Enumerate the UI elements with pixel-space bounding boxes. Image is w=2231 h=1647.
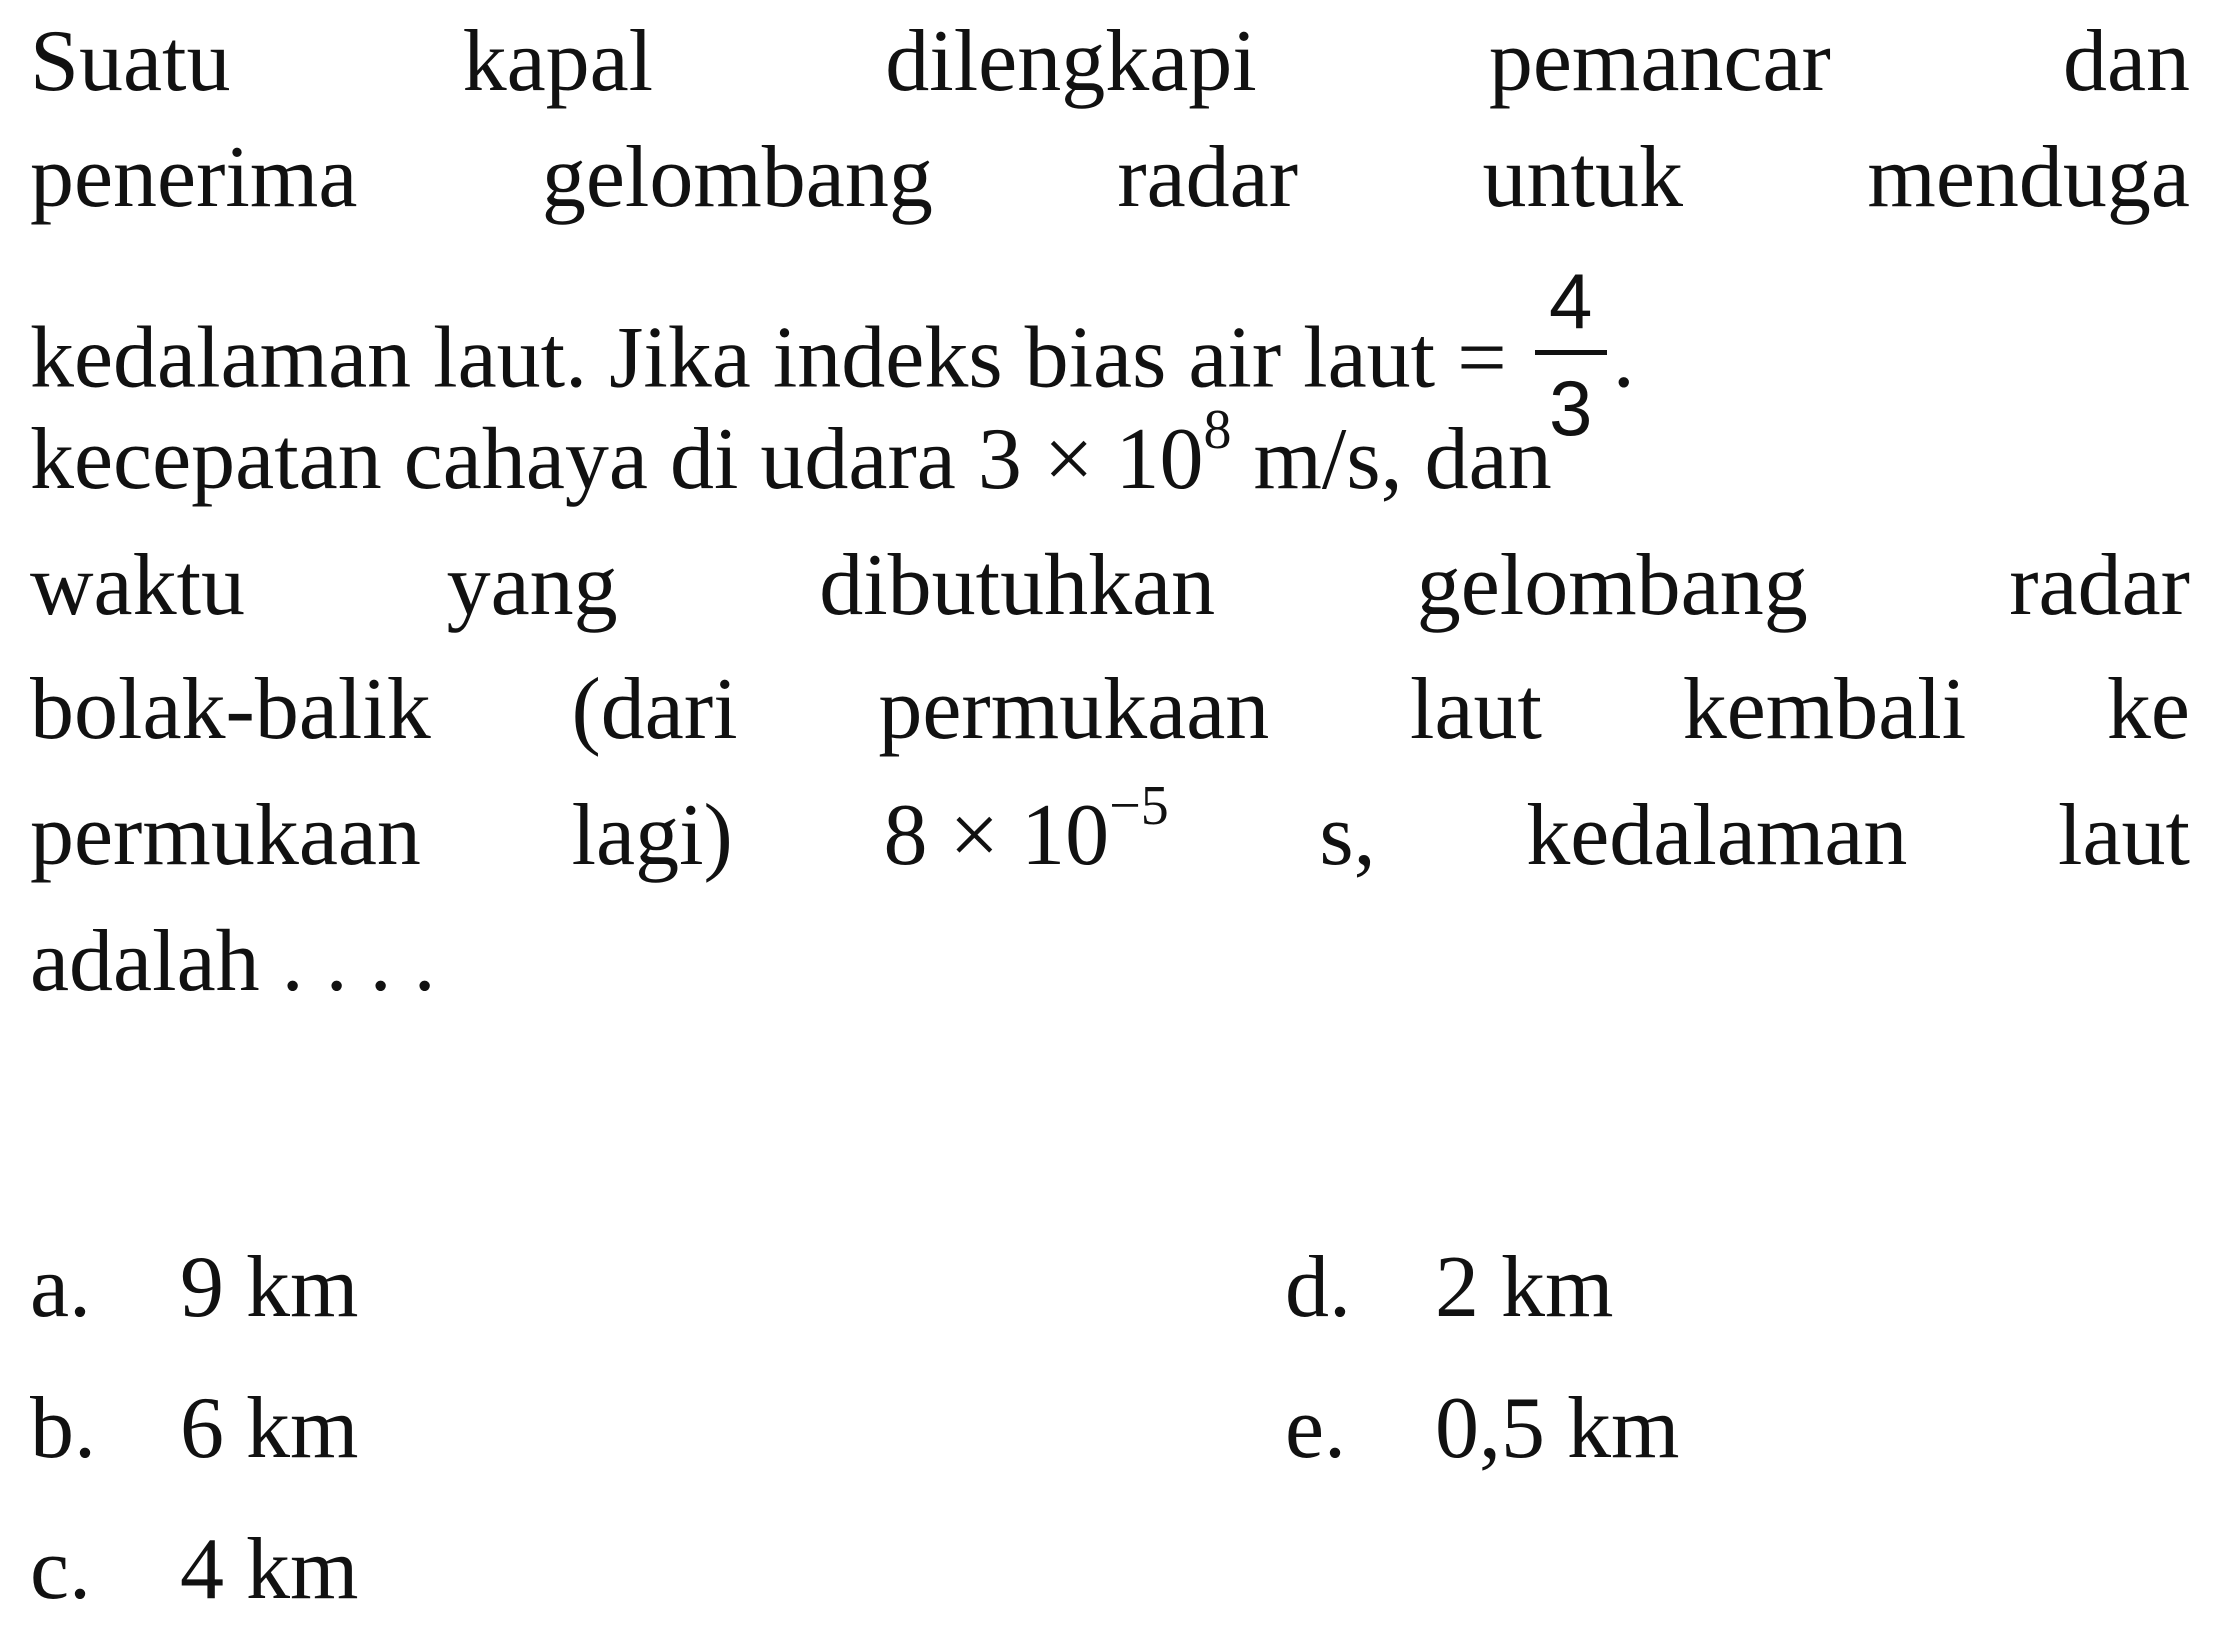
option-b[interactable] xyxy=(30,1380,359,1477)
line-text: m/s, dan xyxy=(1231,411,1552,508)
word: radar xyxy=(2009,537,2190,634)
option-e[interactable] xyxy=(1285,1380,1680,1477)
option-text: 2 km xyxy=(1435,1239,1614,1336)
option-text: 9 km xyxy=(180,1239,359,1336)
word: lagi) xyxy=(571,787,733,884)
word: dan xyxy=(2062,13,2190,110)
line-text: kecepatan cahaya di udara 3 × 10 xyxy=(30,411,1204,508)
option-letter: a. xyxy=(30,1239,92,1336)
word: permukaan xyxy=(30,787,421,884)
question-line-7 xyxy=(30,775,2190,884)
option-letter: e. xyxy=(1285,1380,1347,1477)
word: s, xyxy=(1319,787,1376,884)
question-line-6 xyxy=(30,661,2190,758)
option-letter: c. xyxy=(30,1521,92,1618)
word: permukaan xyxy=(878,661,1270,758)
word: kapal xyxy=(462,13,654,110)
option-text: 0,5 km xyxy=(1435,1380,1680,1477)
fraction-numerator: 4 xyxy=(1549,257,1593,345)
word: dilengkapi xyxy=(885,13,1257,110)
word: gelombang xyxy=(1416,537,1808,634)
word: penerima xyxy=(30,129,358,226)
question-line-2 xyxy=(30,129,2190,226)
word: untuk xyxy=(1482,129,1683,226)
word: dibutuhkan xyxy=(819,537,1216,634)
word: yang xyxy=(446,537,618,634)
word: Suatu xyxy=(30,13,231,110)
word: ke xyxy=(2106,661,2190,758)
time-value xyxy=(883,775,1169,884)
word: pemancar xyxy=(1488,13,1831,110)
word: bolak-balik xyxy=(30,661,431,758)
word: menduga xyxy=(1867,129,2190,226)
question-line-5 xyxy=(30,537,2190,634)
word: kedalaman xyxy=(1526,787,1908,884)
word: gelombang xyxy=(541,129,933,226)
question-line-1 xyxy=(30,13,2190,110)
word: (dari xyxy=(571,661,738,758)
time-base: 8 × 10 xyxy=(883,787,1110,884)
option-d[interactable] xyxy=(1285,1239,1614,1336)
fraction-denominator: 3 xyxy=(1549,364,1593,452)
word: kembali xyxy=(1682,661,1967,758)
option-letter: b. xyxy=(30,1380,96,1477)
option-text: 6 km xyxy=(180,1380,359,1477)
word: laut xyxy=(2058,787,2190,884)
question-line-8 xyxy=(30,913,2190,1010)
line-text: kedalaman laut. Jika indeks bias air laut = xyxy=(30,309,1507,407)
exponent: −5 xyxy=(1109,775,1169,837)
exponent: 8 xyxy=(1203,399,1232,461)
line-text: . xyxy=(1612,309,1635,407)
option-c[interactable] xyxy=(30,1521,359,1618)
word: laut xyxy=(1410,661,1542,758)
option-letter: d. xyxy=(1285,1239,1351,1336)
option-text: 4 km xyxy=(180,1521,359,1618)
word: waktu xyxy=(30,537,246,634)
question-line-4 xyxy=(30,399,2190,508)
option-a[interactable] xyxy=(30,1239,359,1336)
line-text: adalah . . . . xyxy=(30,913,436,1010)
word: radar xyxy=(1117,129,1299,226)
